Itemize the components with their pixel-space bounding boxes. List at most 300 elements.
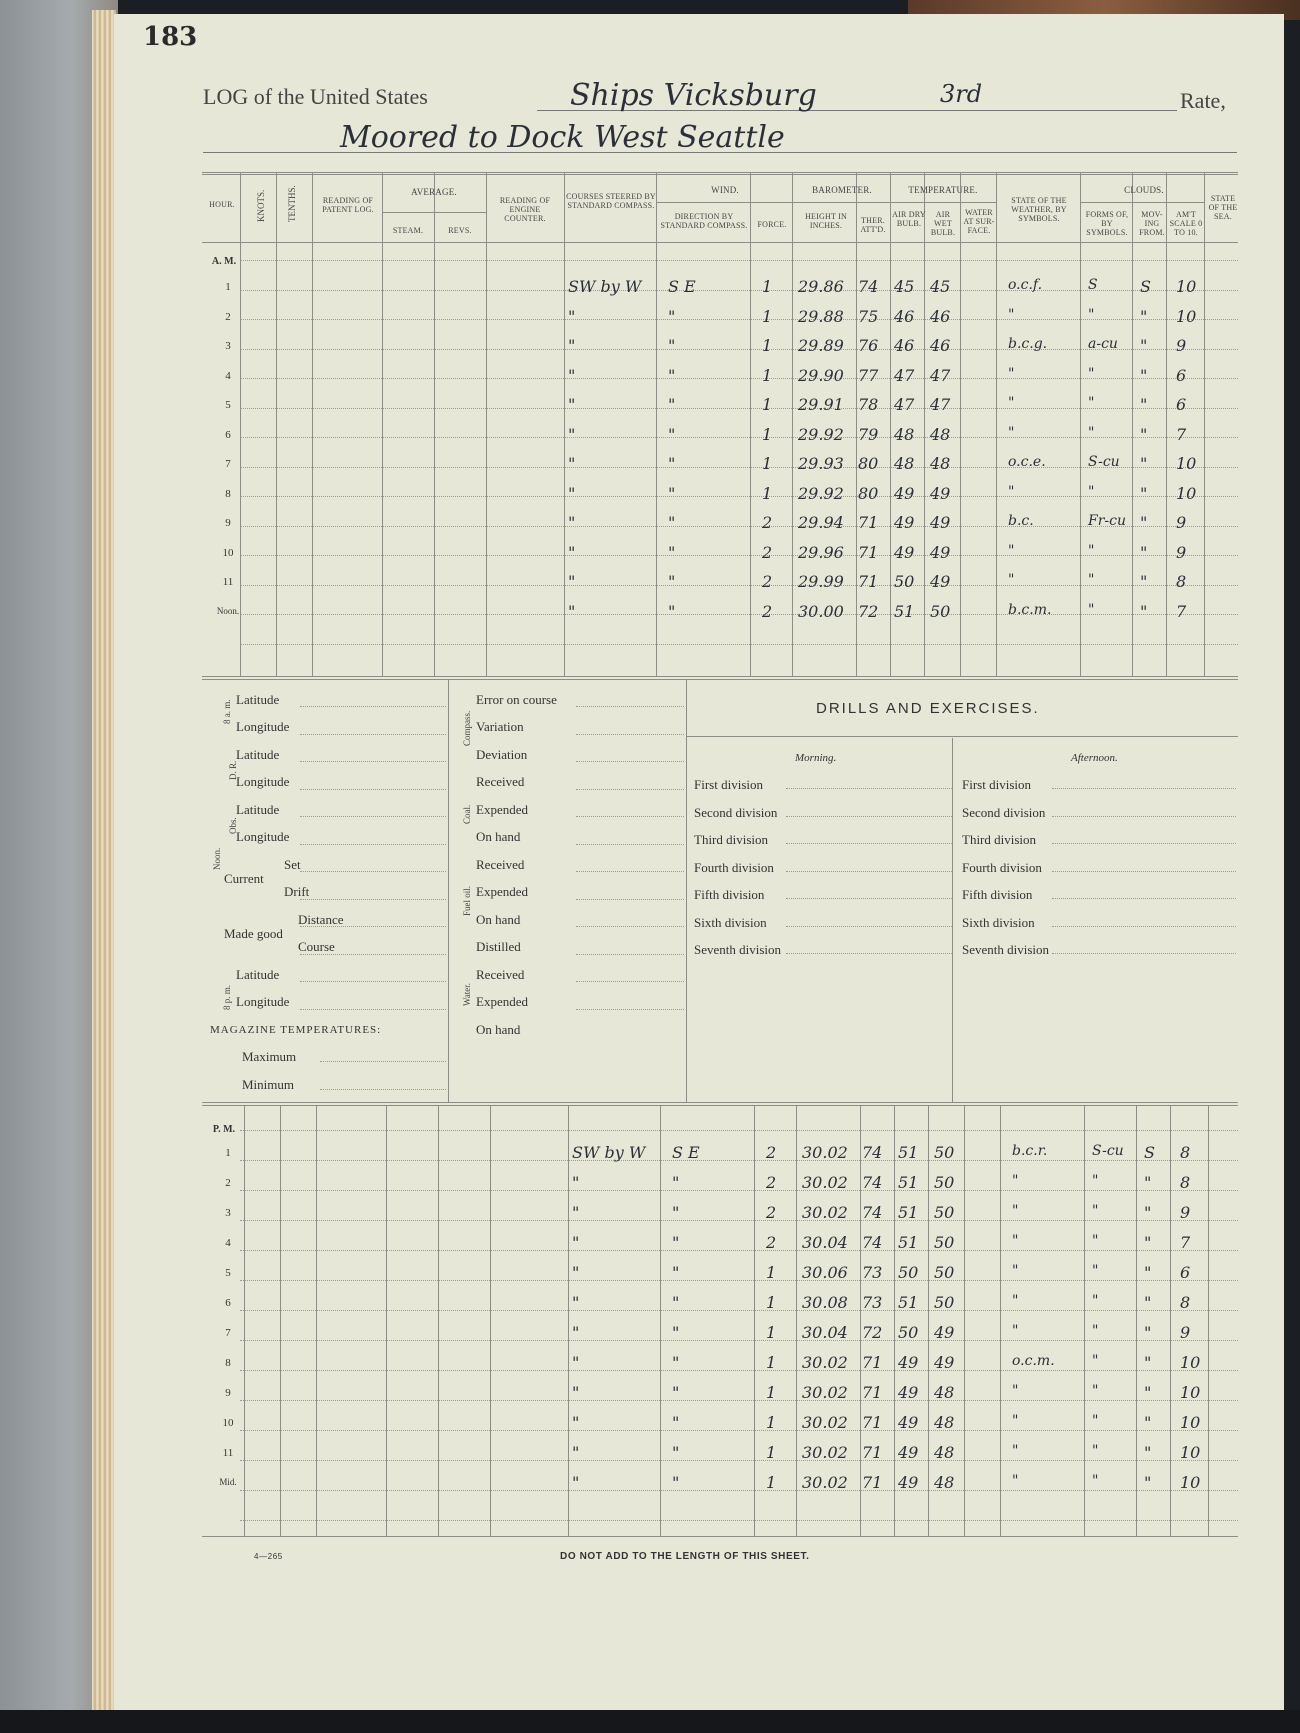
am-ther-cell: 71 — [858, 542, 879, 562]
pm-row-rule — [240, 1280, 1238, 1281]
pm-dir-cell: " — [672, 1233, 680, 1252]
pm-dir-cell: " — [672, 1263, 680, 1282]
am-col-line — [1080, 172, 1081, 676]
am-wet-cell: 49 — [930, 483, 951, 503]
pm-weather-cell: o.c.m. — [1012, 1353, 1055, 1369]
am-course-cell: " — [568, 395, 576, 414]
col-wind-force: FORCE. — [757, 220, 787, 229]
pm-ther-cell: 72 — [862, 1323, 883, 1342]
am-course-cell: SW by W — [568, 277, 642, 296]
pm-bottom-rule — [202, 1536, 1238, 1537]
pm-row-rule — [240, 1520, 1238, 1521]
pm-amount-cell: 8 — [1180, 1143, 1191, 1162]
position-rule — [300, 981, 446, 982]
am-wet-cell: 47 — [930, 365, 951, 385]
pm-col-line — [660, 1106, 661, 1536]
pm-moving-cell: " — [1144, 1203, 1152, 1222]
am-height-cell: 29.89 — [798, 336, 844, 355]
am-height-cell: 29.90 — [798, 365, 844, 385]
am-hour-label: 2 — [225, 310, 231, 323]
am-course-cell: " — [568, 601, 576, 621]
morning-division-label: First division — [694, 777, 763, 792]
am-forms-cell: " — [1088, 542, 1095, 559]
pm-course-cell: " — [572, 1443, 580, 1462]
am-col-line — [996, 172, 997, 676]
am-dir-cell: S E — [668, 277, 696, 296]
drift-label: Drift — [284, 884, 310, 899]
afternoon-rule — [1052, 816, 1236, 817]
error-on-course-label: Error on course — [476, 692, 557, 707]
am-dry-cell: 49 — [894, 483, 915, 503]
pm-row-rule — [240, 1190, 1238, 1191]
afternoon-rule — [1052, 926, 1236, 927]
afternoon-division-label: Third division — [962, 832, 1037, 847]
am-height-cell: 29.94 — [798, 513, 844, 532]
am-moving-cell: " — [1140, 483, 1148, 503]
compass-rule — [576, 1009, 684, 1010]
pm-col-line — [568, 1106, 569, 1536]
am-wet-cell: 50 — [930, 601, 951, 621]
fuel-expended-label: Expended — [476, 884, 528, 899]
pm-ther-cell: 71 — [862, 1443, 883, 1462]
pm-ther-cell: 74 — [862, 1143, 883, 1162]
am-forms-cell: " — [1088, 572, 1095, 588]
pm-row-rule — [240, 1310, 1238, 1311]
pm-height-cell: 30.04 — [802, 1323, 848, 1342]
pm-col-line — [1208, 1106, 1209, 1536]
pm-col-line — [796, 1106, 797, 1536]
am-height-cell: 29.93 — [798, 454, 844, 473]
pm-force-cell: 2 — [766, 1173, 777, 1192]
am-ther-cell: 79 — [858, 424, 879, 444]
pm-label: P. M. — [212, 1124, 236, 1135]
drills-divider — [952, 738, 953, 1102]
am-weather-cell: " — [1008, 483, 1015, 500]
pm-wet-cell: 48 — [934, 1473, 955, 1492]
am-col-line — [1204, 172, 1205, 676]
pm-dry-cell: 51 — [898, 1203, 919, 1222]
am-col-line — [924, 172, 925, 676]
am-dir-cell: " — [668, 601, 676, 621]
am-latitude-label: Latitude — [236, 692, 280, 707]
pm-dir-cell: " — [672, 1323, 680, 1342]
pm-row-rule — [240, 1130, 1238, 1131]
pm-weather-cell: " — [1012, 1203, 1019, 1219]
am-course-cell: " — [568, 572, 576, 591]
am-forms-cell: S — [1088, 277, 1098, 293]
col-hour: HOUR. — [209, 200, 235, 209]
morning-division-label: Third division — [694, 832, 769, 847]
afternoon-division-label: Seventh division — [962, 942, 1050, 957]
am-amount-cell: 10 — [1176, 483, 1197, 503]
afternoon-division-label: Second division — [962, 804, 1046, 820]
pm-dir-cell: " — [672, 1293, 680, 1312]
pm-amount-cell: 10 — [1180, 1353, 1201, 1372]
pm-course-cell: " — [572, 1323, 580, 1342]
col-clouds: CLOUDS. — [1124, 185, 1164, 195]
am-course-cell: " — [568, 306, 576, 326]
pm-top-rule-2 — [202, 1105, 1238, 1106]
am-col-line — [890, 172, 891, 676]
pm-wet-cell: 48 — [934, 1383, 955, 1402]
am-col-line — [1166, 172, 1167, 676]
pm-height-cell: 30.04 — [802, 1233, 848, 1252]
compass-rule — [576, 844, 684, 845]
pm-row-rule — [240, 1250, 1238, 1251]
pm-height-cell: 30.08 — [802, 1293, 848, 1312]
fuel-on-hand-label: On hand — [476, 912, 521, 927]
am-ther-cell: 78 — [858, 395, 879, 414]
am-weather-cell: b.c. — [1008, 513, 1034, 529]
dr-longitude-label: Longitude — [236, 774, 290, 789]
made-good-label: Made good — [224, 926, 283, 941]
am-col-line — [960, 172, 961, 676]
coal-group-label: Coal. — [462, 804, 472, 824]
col-weather: STATE OF THE WEATHER, BY SYMBOLS. — [1011, 196, 1067, 223]
am-weather-cell: " — [1008, 365, 1015, 382]
pm-height-cell: 30.02 — [802, 1413, 848, 1432]
pm-force-cell: 1 — [766, 1263, 777, 1282]
pm-dir-cell: " — [672, 1383, 680, 1402]
pm-dry-cell: 51 — [898, 1143, 919, 1162]
am-dry-cell: 47 — [894, 395, 915, 414]
water-expended-label: Expended — [476, 994, 528, 1009]
am-dry-cell: 51 — [894, 601, 915, 621]
dr-label: D. R. — [228, 760, 238, 780]
am-moving-cell: " — [1140, 424, 1148, 444]
coal-expended-label: Expended — [476, 802, 528, 817]
afternoon-label: Afternoon. — [1071, 752, 1118, 764]
am-height-cell: 29.92 — [798, 424, 844, 444]
am-weather-cell: " — [1008, 572, 1015, 588]
pm-row-rule — [240, 1430, 1238, 1431]
pm-course-cell: SW by W — [572, 1143, 646, 1162]
am-moving-cell: " — [1140, 336, 1148, 355]
form-number: 4—265 — [254, 1552, 283, 1561]
am-height-cell: 29.99 — [798, 572, 844, 591]
am-moving-cell: " — [1140, 542, 1148, 562]
pm-forms-cell: " — [1092, 1293, 1099, 1309]
pm-dir-cell: " — [672, 1413, 680, 1432]
am-dry-cell: 46 — [894, 306, 915, 326]
pm-dir-cell: " — [672, 1443, 680, 1462]
pm-col-line — [244, 1106, 245, 1536]
compass-rule — [576, 789, 684, 790]
pm-height-cell: 30.02 — [802, 1443, 848, 1462]
am-height-cell: 29.91 — [798, 395, 844, 414]
position-rule — [300, 1009, 446, 1010]
compass-rule — [576, 899, 684, 900]
am-col-line — [486, 172, 487, 676]
am-course-cell: " — [568, 424, 576, 444]
header-bottom-rule — [202, 242, 1238, 243]
am-amount-cell: 6 — [1176, 365, 1187, 385]
pm-col-line — [964, 1106, 965, 1536]
pm-forms-cell: " — [1092, 1383, 1099, 1399]
pm-amount-cell: 6 — [1180, 1263, 1191, 1282]
ship-name: Ships Vicksburg — [570, 78, 817, 113]
pm-ther-cell: 71 — [862, 1383, 883, 1402]
col-tenths: TENTHS. — [287, 185, 297, 222]
obs-latitude-label: Latitude — [236, 802, 280, 817]
col-revs: REVS. — [448, 226, 472, 235]
am-col-line — [240, 172, 241, 676]
pm-forms-cell: " — [1092, 1473, 1099, 1489]
am-force-cell: 1 — [762, 306, 773, 326]
pm-longitude-label: Longitude — [236, 994, 290, 1009]
am-dir-cell: " — [668, 572, 676, 591]
am-bottom-rule — [202, 676, 1238, 677]
am-position-label: 8 a. m. — [222, 699, 232, 724]
am-force-cell: 1 — [762, 483, 773, 503]
am-moving-cell: " — [1140, 365, 1148, 385]
position-rule — [300, 871, 446, 872]
middle-divider-2 — [686, 680, 687, 1102]
am-height-cell: 29.92 — [798, 483, 844, 503]
am-row-rule — [240, 644, 1238, 645]
pm-weather-cell: " — [1012, 1413, 1019, 1429]
pm-row-rule — [240, 1460, 1238, 1461]
am-wet-cell: 49 — [930, 542, 951, 562]
afternoon-division-label: Sixth division — [962, 914, 1035, 930]
pm-forms-cell: " — [1092, 1323, 1099, 1339]
col-barometer: BAROMETER. — [812, 185, 872, 195]
am-col-line — [312, 172, 313, 676]
am-forms-cell: " — [1088, 424, 1095, 441]
pm-dir-cell: " — [672, 1473, 680, 1492]
col-cloud-forms: FORMS OF, BY SYMBOLS. — [1085, 210, 1129, 237]
coal-received-label: Received — [476, 774, 525, 789]
am-hour-label: 4 — [225, 369, 231, 382]
compass-rule — [576, 761, 684, 762]
am-amount-cell: 9 — [1176, 513, 1187, 532]
pm-amount-cell: 9 — [1180, 1203, 1191, 1222]
pm-height-cell: 30.06 — [802, 1263, 848, 1282]
am-force-cell: 2 — [762, 572, 773, 591]
am-height-cell: 29.88 — [798, 306, 844, 326]
pm-forms-cell: S-cu — [1092, 1143, 1124, 1159]
rate-label: Rate, — [1180, 88, 1226, 113]
pm-height-cell: 30.02 — [802, 1383, 848, 1402]
position-rule — [300, 816, 446, 817]
compass-rule — [576, 734, 684, 735]
compass-group-label: Compass. — [462, 710, 472, 746]
am-col-line — [792, 172, 793, 676]
position-rule — [300, 734, 446, 735]
pm-hour-label: 9 — [225, 1387, 231, 1399]
pm-weather-cell: " — [1012, 1443, 1019, 1459]
am-forms-cell: " — [1088, 483, 1095, 500]
am-label: A. M. — [211, 256, 237, 267]
morning-division-label: Second division — [694, 804, 778, 820]
afternoon-rule — [1052, 871, 1236, 872]
am-dir-cell: " — [668, 542, 676, 562]
pm-hour-label: Mid. — [219, 1477, 237, 1487]
am-weather-cell: " — [1008, 306, 1015, 323]
col-courses: COURSES STEERED BY STANDARD COMPASS. — [566, 192, 656, 210]
am-dir-cell: " — [668, 336, 676, 355]
col-air-wet: AIR WET BULB. — [930, 210, 956, 237]
set-label: Set — [284, 857, 301, 872]
am-hour-label: 9 — [225, 517, 231, 529]
pm-weather-cell: " — [1012, 1263, 1019, 1279]
water-on-hand-label: On hand — [476, 1022, 521, 1037]
pm-hour-label: 5 — [225, 1267, 231, 1279]
minimum-rule — [320, 1089, 446, 1090]
col-wind-direction: DIRECTION BY STANDARD COMPASS. — [660, 212, 748, 230]
am-dry-cell: 50 — [894, 572, 915, 591]
pm-forms-cell: " — [1092, 1263, 1099, 1279]
pm-ther-cell: 74 — [862, 1173, 883, 1192]
pm-moving-cell: " — [1144, 1263, 1152, 1282]
am-col-line — [276, 172, 277, 676]
pm-dir-cell: " — [672, 1173, 680, 1192]
pm-ther-cell: 71 — [862, 1473, 883, 1492]
am-hour-label: 7 — [225, 458, 231, 470]
pm-wet-cell: 49 — [934, 1323, 955, 1342]
am-hour-label: 8 — [225, 487, 231, 500]
pm-moving-cell: " — [1144, 1233, 1152, 1252]
pm-ther-cell: 71 — [862, 1353, 883, 1372]
pm-hour-label: 7 — [225, 1327, 231, 1339]
pm-course-cell: " — [572, 1413, 580, 1432]
pm-force-cell: 1 — [766, 1323, 777, 1342]
morning-rule — [786, 788, 952, 789]
pm-col-line — [1170, 1106, 1171, 1536]
am-dry-cell: 45 — [894, 277, 915, 296]
pm-forms-cell: " — [1092, 1443, 1099, 1459]
maximum-rule — [320, 1061, 446, 1062]
pm-amount-cell: 10 — [1180, 1383, 1201, 1402]
am-force-cell: 1 — [762, 454, 773, 473]
am-hour-label: 6 — [225, 428, 231, 441]
pm-col-line — [386, 1106, 387, 1536]
am-amount-cell: 10 — [1176, 454, 1197, 473]
pm-ther-cell: 73 — [862, 1263, 883, 1282]
pm-course-cell: " — [572, 1293, 580, 1312]
am-hour-label: 11 — [222, 576, 234, 588]
pm-course-cell: " — [572, 1473, 580, 1492]
am-dry-cell: 49 — [894, 513, 915, 532]
morning-division-label: Sixth division — [694, 914, 767, 930]
pm-course-cell: " — [572, 1173, 580, 1192]
pm-dry-cell: 51 — [898, 1173, 919, 1192]
am-dir-cell: " — [668, 454, 676, 473]
fuel-received-label: Received — [476, 857, 525, 872]
col-wind: WIND. — [711, 185, 739, 195]
am-weather-cell: " — [1008, 424, 1015, 441]
am-weather-cell: o.c.e. — [1008, 454, 1046, 470]
pm-height-cell: 30.02 — [802, 1173, 848, 1192]
am-col-line — [434, 172, 435, 676]
col-knots: KNOTS. — [256, 189, 266, 222]
am-weather-cell: b.c.g. — [1008, 336, 1048, 352]
position-rule — [300, 706, 446, 707]
morning-division-label: Seventh division — [694, 942, 782, 957]
col-engine-counter: READING OF ENGINE COUNTER. — [499, 196, 551, 223]
pm-force-cell: 1 — [766, 1473, 777, 1492]
morning-division-label: Fourth division — [694, 859, 774, 875]
am-amount-cell: 10 — [1176, 277, 1197, 296]
col-temperature: TEMPERATURE. — [908, 185, 978, 195]
background-bottom — [0, 1710, 1300, 1733]
pm-force-cell: 2 — [766, 1203, 777, 1222]
am-forms-cell: " — [1088, 306, 1095, 323]
morning-rule — [786, 871, 952, 872]
drills-title-rule — [686, 736, 1238, 737]
pm-dir-cell: " — [672, 1203, 680, 1222]
am-height-cell: 29.96 — [798, 542, 844, 562]
pm-hour-label: 10 — [222, 1417, 234, 1429]
pm-amount-cell: 8 — [1180, 1173, 1191, 1192]
am-col-line — [750, 172, 751, 676]
col-baro-height: HEIGHT IN INCHES. — [805, 212, 847, 230]
am-course-cell: " — [568, 336, 576, 355]
pm-moving-cell: " — [1144, 1473, 1152, 1492]
am-dry-cell: 47 — [894, 365, 915, 385]
pm-force-cell: 1 — [766, 1413, 777, 1432]
am-col-line — [1132, 172, 1133, 676]
am-col-line — [856, 172, 857, 676]
pm-force-cell: 2 — [766, 1143, 777, 1162]
am-force-cell: 2 — [762, 513, 773, 532]
am-amount-cell: 9 — [1176, 336, 1187, 355]
pm-hour-label: 11 — [222, 1447, 234, 1459]
deviation-label: Deviation — [476, 747, 528, 762]
pm-weather-cell: " — [1012, 1173, 1019, 1189]
pm-dir-cell: S E — [672, 1143, 700, 1162]
pm-height-cell: 30.02 — [802, 1473, 848, 1492]
coal-on-hand-label: On hand — [476, 829, 521, 844]
pm-dry-cell: 49 — [898, 1383, 919, 1402]
footer-notice: DO NOT ADD TO THE LENGTH OF THIS SHEET. — [560, 1551, 810, 1562]
afternoon-division-label: Fifth division — [962, 887, 1033, 902]
afternoon-rule — [1052, 953, 1236, 954]
am-moving-cell: " — [1140, 395, 1148, 414]
am-course-cell: " — [568, 454, 576, 473]
am-forms-cell: " — [1088, 601, 1095, 618]
pm-dry-cell: 49 — [898, 1353, 919, 1372]
pm-dry-cell: 50 — [898, 1323, 919, 1342]
col-cloud-amount: AM'T SCALE 0 TO 10. — [1169, 210, 1203, 237]
am-force-cell: 1 — [762, 395, 773, 414]
am-dry-cell: 46 — [894, 336, 915, 355]
pm-weather-cell: b.c.r. — [1012, 1143, 1048, 1159]
pm-moving-cell: " — [1144, 1443, 1152, 1462]
distance-label: Distance — [298, 912, 344, 927]
pm-force-cell: 1 — [766, 1293, 777, 1312]
pm-col-line — [928, 1106, 929, 1536]
col-air-dry: AIR DRY BULB. — [892, 210, 926, 228]
pm-dry-cell: 49 — [898, 1443, 919, 1462]
am-dir-cell: " — [668, 365, 676, 385]
am-moving-cell: " — [1140, 454, 1148, 473]
pm-col-line — [280, 1106, 281, 1536]
col-steam: STEAM. — [392, 226, 424, 235]
compass-rule — [576, 926, 684, 927]
am-height-cell: 30.00 — [798, 601, 844, 621]
morning-rule — [786, 898, 952, 899]
pm-wet-cell: 50 — [934, 1143, 955, 1162]
am-col-line — [564, 172, 565, 676]
position-rule — [300, 761, 446, 762]
am-ther-cell: 71 — [858, 572, 879, 591]
dr-latitude-label: Latitude — [236, 747, 280, 762]
am-ther-cell: 71 — [858, 513, 879, 532]
pm-hour-label: 4 — [225, 1237, 231, 1249]
compass-rule — [576, 871, 684, 872]
am-force-cell: 1 — [762, 277, 773, 296]
